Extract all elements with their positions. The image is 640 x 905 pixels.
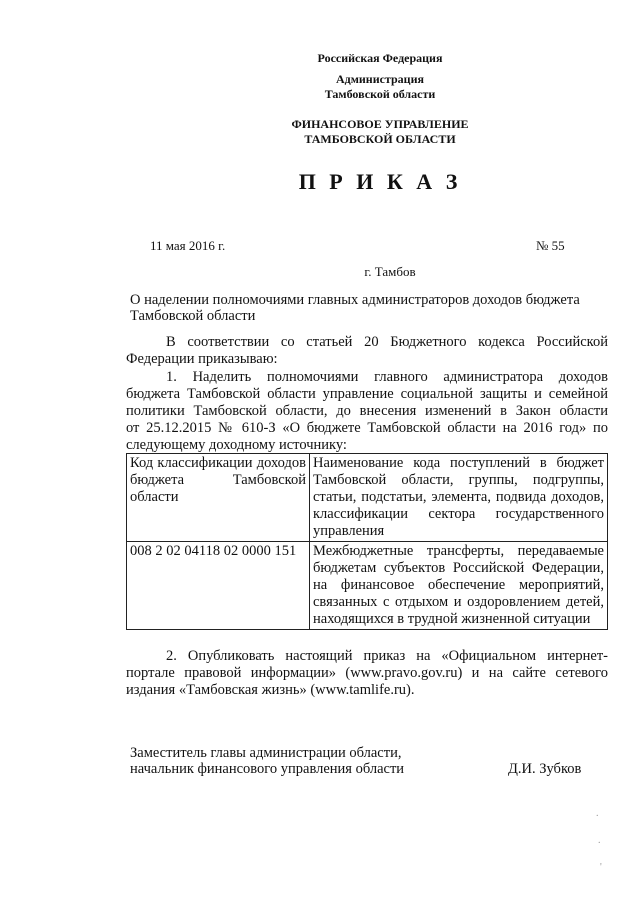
table-cell-code: 008 2 02 04118 02 0000 151 xyxy=(127,542,310,630)
point1-line1: 1. Наделить полномочиями главного администратора доходов xyxy=(166,369,608,385)
header-dept-line1: ФИНАНСОВОЕ УПРАВЛЕНИЕ xyxy=(291,117,469,131)
header-dept-line2: ТАМБОВСКОЙ ОБЛАСТИ xyxy=(304,132,456,146)
table-row xyxy=(127,542,608,630)
income-code-table xyxy=(126,453,608,630)
point2-line3: издания «Тамбовская жизнь» (www.tamlife.ru). xyxy=(126,682,415,698)
point1-line5: следующему доходному источнику: xyxy=(126,437,347,453)
preamble-line2: Федерации приказываю: xyxy=(126,351,278,367)
document-city: г. Тамбов xyxy=(364,264,416,279)
signatory-title-line1: Заместитель главы администрации области, xyxy=(130,745,402,761)
table-cell-name: Межбюджетные трансферты, передаваемые бюджетам субъектов Российской Федерации, на финансовое обеспечение мероприятий, связанных с отдыхом и оздоровлением детей, находящихся в трудной жизненной ситуации xyxy=(310,542,608,630)
header-admin-line1: Администрация xyxy=(335,72,424,86)
signatory-name: Д.И. Зубков xyxy=(508,761,582,777)
subject-line2: Тамбовской области xyxy=(130,308,256,324)
point1-line4: от 25.12.2015 № 610-З «О бюджете Тамбовской области на 2016 год» по xyxy=(126,420,608,436)
preamble-line1: В соответствии со статьей 20 Бюджетного кодекса Российской xyxy=(166,334,608,350)
table-header-name: Наименование кода поступлений в бюджет Тамбовской области, группы, подгруппы, статьи, подстатьи, элемента, подвида доходов, классификации сектора государственного управления xyxy=(310,454,608,542)
point1-line2: бюджета Тамбовской области управление социальной защиты и семейной xyxy=(126,386,608,402)
table-header-code: Код классификации доходов бюджета Тамбовской области xyxy=(127,454,310,542)
subject-line1: О наделении полномочиями главных администраторов доходов бюджета xyxy=(130,292,580,308)
document-number: № 55 xyxy=(536,238,565,253)
point1-line3: политики Тамбовской области, до внесения изменений в Закон области xyxy=(126,403,608,419)
header-admin-line2: Тамбовской области xyxy=(324,87,436,101)
document-type-title: П Р И К А З xyxy=(298,169,462,194)
point2-line2: портале правовой информации» (www.pravo.gov.ru) и на сайте сетевого xyxy=(126,665,608,681)
table-header-row xyxy=(127,454,608,542)
document-date: 11 мая 2016 г. xyxy=(150,238,226,253)
scan-speck: . xyxy=(598,835,601,846)
header-federation: Российская Федерация xyxy=(317,51,443,65)
scan-speck: ' xyxy=(600,862,602,873)
scan-speck: . xyxy=(596,808,599,819)
signatory-title-line2: начальник финансового управления области xyxy=(130,761,405,777)
point2-line1: 2. Опубликовать настоящий приказ на «Официальном интернет- xyxy=(166,648,608,664)
